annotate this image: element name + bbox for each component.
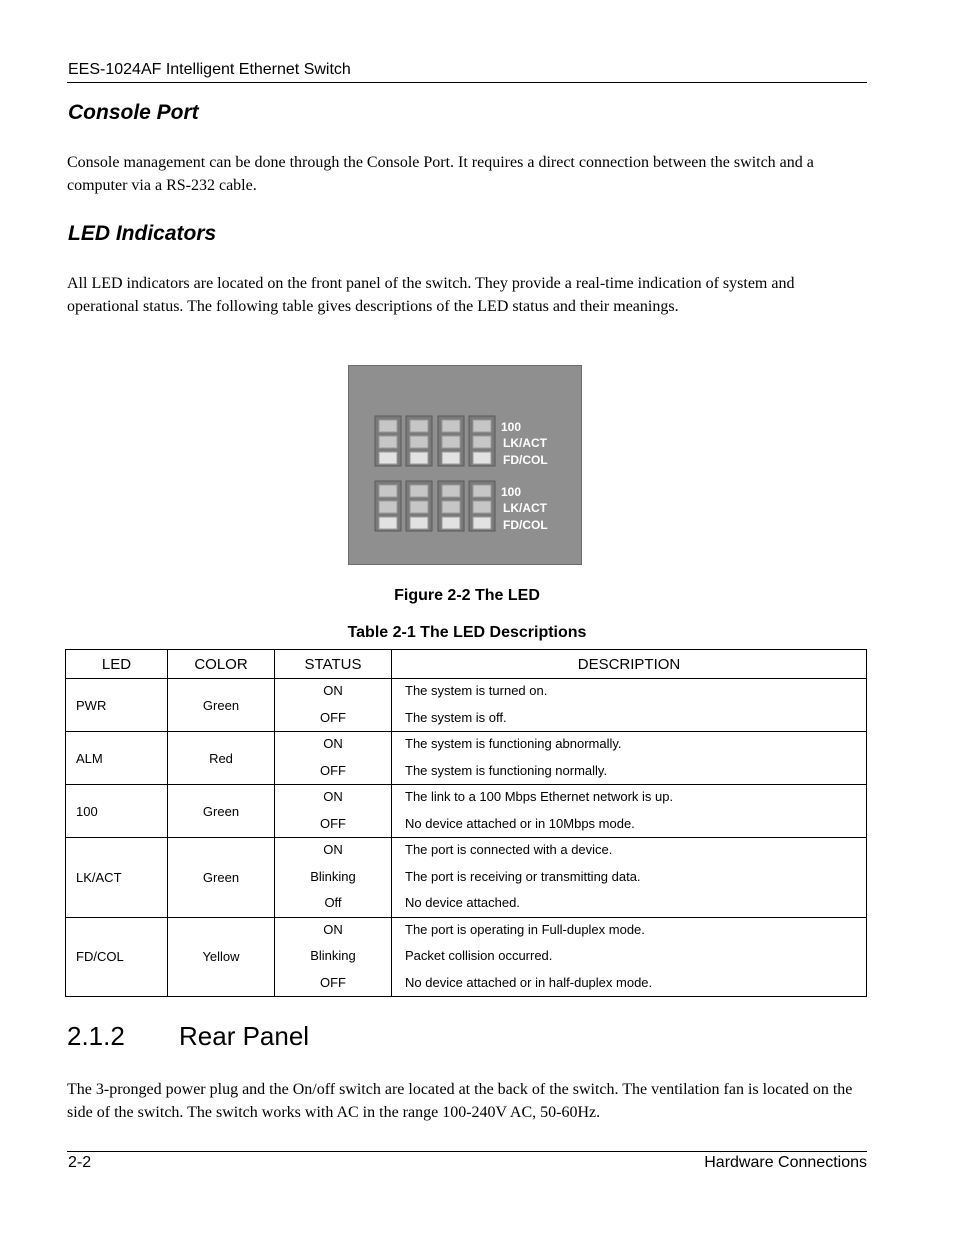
led-color-cell: Yellow (168, 917, 275, 997)
status-value: ON (323, 789, 343, 804)
status-value: OFF (320, 815, 346, 831)
led-color-cell: Green (168, 679, 275, 732)
rear-panel-heading (67, 1021, 309, 1052)
running-header: EES-1024AF Intelligent Ethernet Switch (68, 61, 351, 78)
description-text: No device attached. (405, 895, 520, 910)
led-light (410, 517, 428, 529)
led-light (410, 436, 428, 448)
led-indicators-heading: LED Indicators (68, 222, 217, 245)
status-value: Blinking (310, 948, 356, 963)
section-number: 2.1.2 (67, 1021, 125, 1051)
led-status-cell (275, 679, 392, 732)
column-header-color: COLOR (168, 650, 275, 679)
description-text: The system is turned on. (405, 683, 548, 698)
led-name-cell: FD/COL (66, 917, 168, 997)
led-light (410, 501, 428, 513)
led-light (473, 436, 491, 448)
header-rule (67, 82, 867, 83)
figure-caption: Figure 2-2 The LED (394, 587, 540, 604)
led-light (410, 452, 428, 464)
table-row (66, 732, 867, 785)
description-text: The system is off. (405, 709, 507, 725)
led-description-cell (392, 732, 867, 785)
led-light (410, 420, 428, 432)
led-light (442, 436, 460, 448)
figure-label-100-top: 100 (501, 420, 522, 434)
led-description-cell (392, 917, 867, 997)
description-text: Packet collision occurred. (405, 948, 553, 963)
led-indicators-paragraph: All LED indicators are located on the front panel of the switch. They provide a real-time indication of system and operational status. The following table gives descriptions of the LED status and their meanings. (67, 275, 795, 315)
footer-rule (67, 1151, 867, 1152)
led-panel-figure (348, 365, 582, 565)
description-text: The link to a 100 Mbps Ethernet network is up. (405, 789, 674, 804)
console-port-heading: Console Port (68, 101, 199, 124)
status-value: Blinking (310, 868, 356, 884)
column-header-led: LED (66, 650, 168, 679)
led-color-cell: Green (168, 838, 275, 918)
status-value: OFF (320, 974, 346, 990)
led-color-cell: Green (168, 785, 275, 838)
console-port-paragraph: Console management can be done through the Console Port. It requires a direct connection between the switch and a computer via a RS-232 cable. (67, 154, 814, 194)
led-status-cell (275, 917, 392, 997)
figure-label-fdcol-bottom: FD/COL (503, 518, 548, 532)
led-light (442, 452, 460, 464)
led-light (379, 452, 397, 464)
figure-label-lkact-top: LK/ACT (503, 436, 547, 450)
status-value: ON (323, 921, 343, 937)
led-light (379, 436, 397, 448)
status-value: ON (323, 683, 343, 698)
led-light (442, 517, 460, 529)
description-text: The system is functioning normally. (405, 762, 608, 778)
led-description-cell (392, 785, 867, 838)
status-value: OFF (320, 709, 346, 725)
page-number: 2-2 (68, 1154, 92, 1171)
led-light (379, 501, 397, 513)
led-light (379, 485, 397, 497)
table-row (66, 679, 867, 732)
led-light (379, 420, 397, 432)
led-name-cell: LK/ACT (66, 838, 168, 918)
table-row (66, 917, 867, 997)
led-status-cell (275, 732, 392, 785)
led-name-cell: ALM (66, 732, 168, 785)
led-light (473, 420, 491, 432)
led-name-cell: 100 (66, 785, 168, 838)
description-text: The port is receiving or transmitting data. (405, 868, 641, 884)
led-light (442, 485, 460, 497)
description-text: No device attached or in half-duplex mode. (405, 974, 653, 990)
led-light (473, 452, 491, 464)
table-caption: Table 2-1 The LED Descriptions (347, 624, 587, 641)
figure-label-100-bottom: 100 (501, 485, 522, 499)
description-text: No device attached or in 10Mbps mode. (405, 815, 635, 831)
table-header-row (66, 650, 867, 679)
led-light (473, 517, 491, 529)
column-header-status: STATUS (275, 650, 392, 679)
figure-label-lkact-bottom: LK/ACT (503, 501, 547, 515)
section-title: Rear Panel (179, 1021, 310, 1051)
status-value: ON (323, 736, 343, 751)
column-header-description: DESCRIPTION (392, 650, 867, 679)
description-text: The system is functioning abnormally. (405, 736, 622, 751)
led-description-cell (392, 679, 867, 732)
status-value: ON (323, 842, 343, 857)
led-color-cell: Red (168, 732, 275, 785)
led-light (442, 420, 460, 432)
description-text: The port is operating in Full-duplex mode. (405, 921, 645, 937)
led-name-cell: PWR (66, 679, 168, 732)
table-row (66, 785, 867, 838)
led-light (473, 501, 491, 513)
led-description-table (65, 649, 867, 997)
figure-label-fdcol-top: FD/COL (503, 453, 548, 467)
description-text: The port is connected with a device. (405, 842, 613, 857)
led-light (379, 517, 397, 529)
table-row (66, 838, 867, 918)
rear-panel-paragraph: The 3-pronged power plug and the On/off switch are located at the back of the switch. The ventilation fan is located on the side of the switch. The switch works with AC in the range 100-240V AC, 50-60Hz. (67, 1081, 853, 1121)
led-light (473, 485, 491, 497)
led-light (442, 501, 460, 513)
led-status-cell (275, 785, 392, 838)
led-light (410, 485, 428, 497)
status-value: Off (324, 895, 342, 910)
chapter-name: Hardware Connections (704, 1154, 867, 1171)
led-status-cell (275, 838, 392, 918)
led-description-cell (392, 838, 867, 918)
status-value: OFF (320, 762, 346, 778)
